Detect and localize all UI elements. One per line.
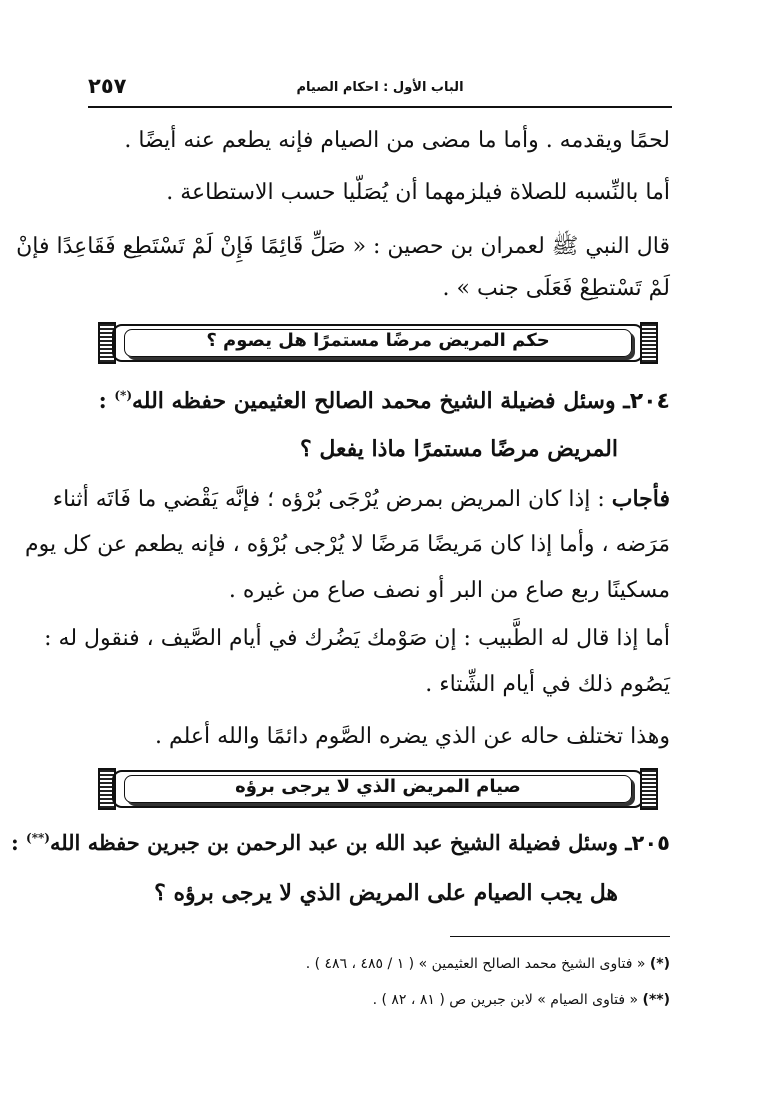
answer-text: : إذا كان المريض بمرض يُرْجَى بُرْؤه ؛ فإنَّه يَقْضي ما فَاتَه أثناء	[52, 487, 612, 512]
footnote-text: « فتاوى الشيخ محمد الصالح العثيمين » ( ١ / ٤٨٥ ، ٤٨٦ ) .	[305, 956, 646, 972]
question-text: هل يجب الصيام على المريض الذي لا يرجى برؤه ؟	[154, 880, 618, 906]
answer-line: وهذا تختلف حاله عن الذي يضره الصَّوم دائمًا والله أعلم .	[155, 724, 670, 749]
answer-label: فأجاب	[611, 486, 670, 512]
answer-line: أما إذا قال له الطَّبيب : إن صَوْمك يَضُرك في أيام الصَّيف ، فنقول له :	[44, 626, 670, 651]
paragraph-line: لَمْ تَسْتطِعْ فَعَلَى جنب » .	[442, 276, 670, 301]
paragraph-line: قال النبي ﷺ لعمران بن حصين : « صَلِّ قَائِمًا فَإِنْ لَمْ تَسْتَطِع فَقَاعِدًا فإنْ	[16, 234, 670, 259]
question-number: ٢٠٥	[631, 831, 670, 855]
answer-line: مَرَضه ، وأما إذا كان مَريضًا مَرضًا لا يُرْجى بُرْؤه ، فإنه يطعم عن كل يوم	[24, 532, 670, 557]
footnote-text: « فتاوى الصيام » لابن جبرين ص ( ٨١ ، ٨٢ ) .	[372, 992, 639, 1008]
question-heading	[99, 388, 670, 414]
answer-line: يَصُوم ذلك في أيام الشِّتاء .	[425, 672, 670, 697]
section-title: حكم المريض مرضًا مستمرًا هل يصوم ؟	[206, 330, 550, 351]
page-header	[88, 72, 672, 108]
question-heading	[11, 830, 670, 855]
footnote-rule	[450, 936, 670, 937]
question-intro: ـ وسئل فضيلة الشيخ عبد الله بن عبد الرحمن بن جبرين حفظه الله	[49, 830, 632, 855]
question-number: ٢٠٤	[629, 389, 670, 414]
answer-line	[52, 486, 670, 512]
section-banner	[98, 766, 658, 812]
question-intro: ـ وسئل فضيلة الشيخ محمد الصالح العثيمين حفظه الله	[132, 388, 630, 414]
page-number: ٢٥٧	[88, 74, 127, 98]
question-text: المريض مرضًا مستمرًا ماذا يفعل ؟	[300, 436, 618, 462]
section-banner	[98, 320, 658, 366]
paragraph-line: أما بالنِّسبه للصلاة فيلزمهما أن يُصَلّيا حسب الاستطاعة .	[166, 180, 670, 205]
section-title: صيام المريض الذي لا يرجى برؤه	[235, 776, 521, 797]
footnote-marker: (**)	[642, 992, 670, 1008]
answer-line: مسكينًا ربع صاع من البر أو نصف صاع من غيره .	[228, 578, 670, 603]
question-colon: :	[10, 830, 27, 855]
footnote-marker: (*)	[114, 388, 132, 403]
running-title: الباب الأول : احكام الصيام	[296, 80, 464, 95]
paragraph-line: لحمًا ويقدمه . وأما ما مضى من الصيام فإنه يطعم عنه أيضًا .	[124, 128, 670, 153]
footnote	[306, 956, 670, 972]
footnote-marker: (**)	[26, 831, 50, 845]
question-colon: :	[98, 388, 115, 414]
footnote	[373, 992, 670, 1008]
footnote-marker: (*)	[649, 956, 670, 972]
